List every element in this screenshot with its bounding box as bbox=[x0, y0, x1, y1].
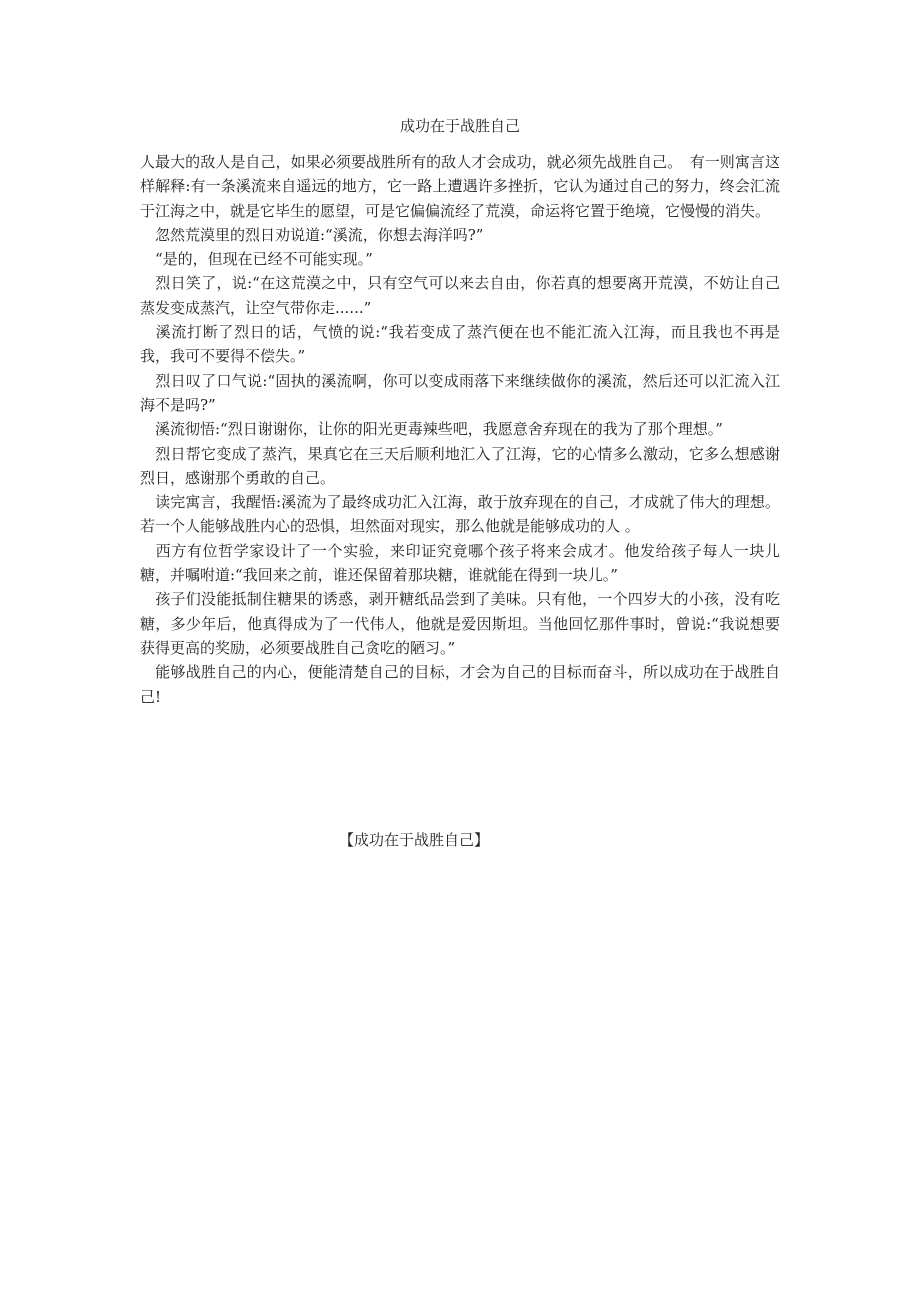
document-body bbox=[140, 150, 780, 709]
paragraph: 能够战胜自己的内心，便能清楚自己的目标，才会为自己的目标而奋斗，所以成功在于战胜自己! bbox=[140, 663, 780, 706]
paragraph: 西方有位哲学家设计了一个实验，来印证究竟哪个孩子将来会成才。他发给孩子每人一块儿糖，并嘱咐道:“我回来之前，谁还保留着那块糖，谁就能在得到一块儿。” bbox=[140, 541, 780, 585]
paragraph: 烈日帮它变成了蒸汽，果真它在三天后顺利地汇入了江海，它的心情多么激动，它多么想感谢烈日，感谢那个勇敢的自己。 bbox=[140, 444, 780, 487]
paragraph: 人最大的敌人是自己，如果必须要战胜所有的敌人才会成功，就必须先战胜自己。 有一则寓言这样解释:有一条溪流来自遥远的地方，它一路上遭遇许多挫折，它认为通过自己的努力，终会汇流于江海之中，就是它毕生的愿望，可是它偏偏流经了荒漠，命运将它置于绝境，它慢慢的消失。 bbox=[140, 153, 780, 220]
paragraph: 忽然荒漠里的烈日劝说道:“溪流，你想去海洋吗?” bbox=[140, 225, 484, 244]
document-title: 成功在于战胜自己 bbox=[399, 117, 520, 135]
footer-title: 【成功在于战胜自己】 bbox=[338, 831, 489, 849]
paragraph: 溪流彻悟:“烈日谢谢你，让你的阳光更毒辣些吧，我愿意舍弃现在的我为了那个理想。” bbox=[140, 420, 723, 439]
paragraph: “是的，但现在已经不可能实现。” bbox=[140, 250, 373, 269]
paragraph: 孩子们没能抵制住糖果的诱惑，剥开糖纸品尝到了美味。只有他，一个四岁大的小孩，没有吃糖，多少年后，他真得成为了一代伟人，他就是爱因斯坦。当他回忆那件事时，曾说:“我说想要获得更高的奖励，必须要战胜自己贪吃的陋习。” bbox=[140, 590, 780, 657]
paragraph: 烈日笑了，说:“在这荒漠之中，只有空气可以来去自由，你若真的想要离开荒漠，不妨让自己蒸发变成蒸汽，让空气带你走......” bbox=[140, 274, 780, 317]
paragraph: 读完寓言，我醒悟:溪流为了最终成功汇入江海，敢于放弃现在的自己，才成就了伟大的理想。若一个人能够战胜内心的恐惧，坦然面对现实，那么他就是能够成功的人 。 bbox=[140, 493, 780, 536]
paragraph: 溪流打断了烈日的话，气愤的说:“我若变成了蒸汽便在也不能汇流入江海，而且我也不再是我，我可不要得不偿失。” bbox=[140, 323, 780, 366]
paragraph: 烈日叹了口气说:“固执的溪流啊，你可以变成雨落下来继续做你的溪流，然后还可以汇流入江海不是吗?” bbox=[140, 371, 780, 414]
